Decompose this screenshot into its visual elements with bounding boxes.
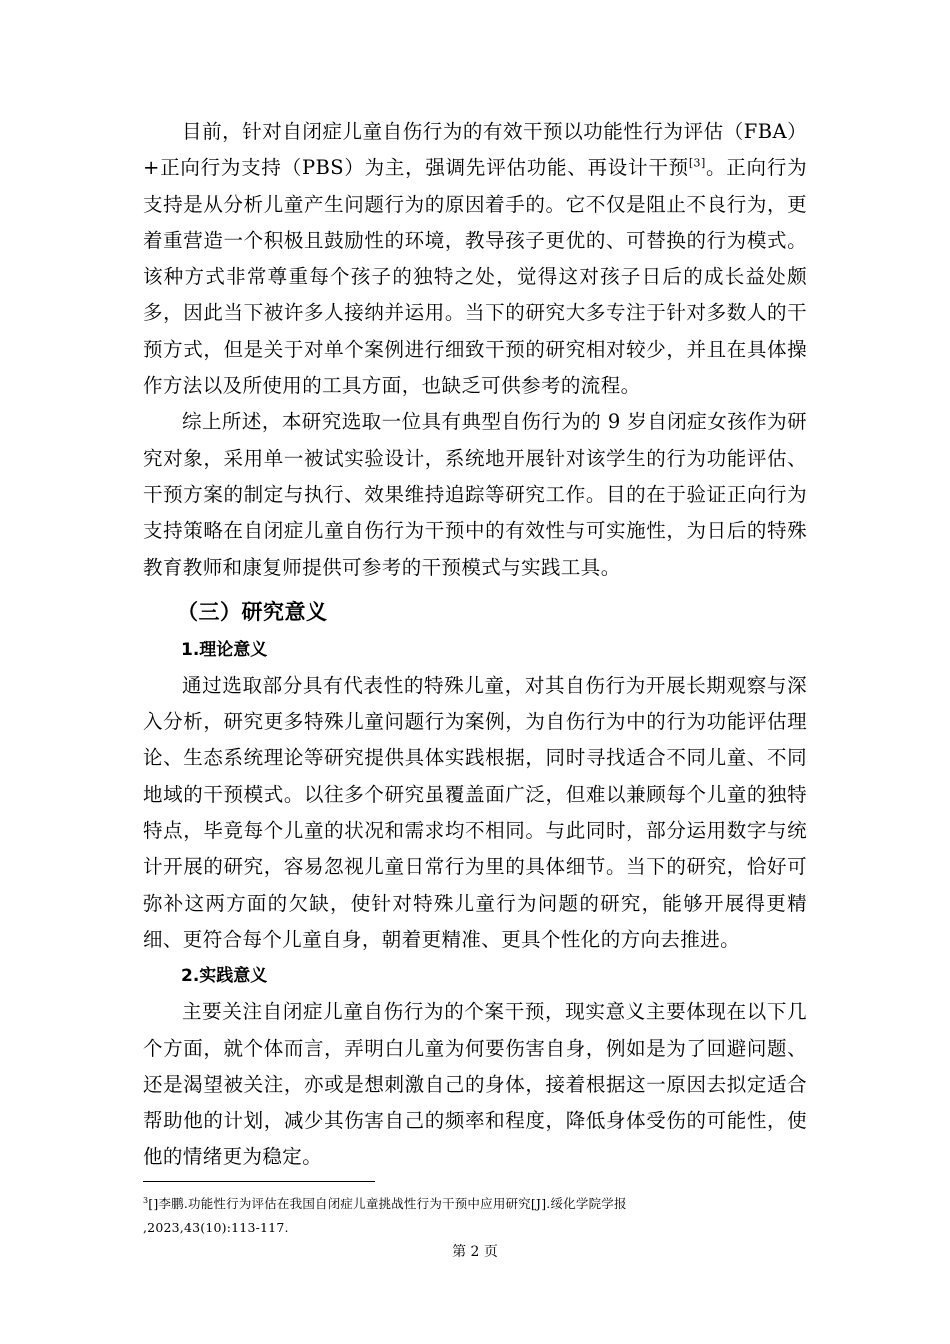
footnote-line [143, 1192, 807, 1216]
paragraph-text: 目前，针对自闭症儿童自伤行为的有效干预以功能性行为评估（FBA）+正向行为支持（PBS）为主，强调先评估功能、再设计干预 [143, 120, 807, 180]
paragraph-intervention-status [143, 114, 807, 404]
paragraph-theory: 通过选取部分具有代表性的特殊儿童，对其自伤行为开展长期观察与深入分析，研究更多特殊儿童问题行为案例，为自伤行为中的行为功能评估理论、生态系统理论等研究提供具体实践根据，同时寻找适合不同儿童、不同地域的干预模式。以往多个研究虽覆盖面广泛，但难以兼顾每个儿童的独特特点，毕竟每个儿童的状况和需求均不相同。与此同时，部分运用数字与统计开展的研究，容易忽视儿童日常行为里的具体细节。当下的研究，恰好可弥补这两方面的欠缺，使针对特殊儿童行为问题的研究，能够开展得更精细、更符合每个儿童自身，朝着更精准、更具个性化的方向去推进。 [143, 673, 807, 951]
paragraph-summary: 综上所述，本研究选取一位具有典型自伤行为的 9 岁自闭症女孩作为研究对象，采用单一被试实验设计，系统地开展针对该学生的行为功能评估、干预方案的制定与执行、效果维持追踪等研究工作。目的在于验证正向行为支持策略在自闭症儿童自伤行为干预中的有效性与可实施性，为日后的特殊教育教师和康复师提供可参考的干预模式与实践工具。 [143, 410, 807, 579]
subsection-heading-theory: 1.理论意义 [181, 639, 268, 660]
footnote-text: ,2023,43(10):113-117. [143, 1220, 289, 1235]
paragraph-practice: 主要关注自闭症儿童自伤行为的个案干预，现实意义主要体现在以下几个方面，就个体而言，弄明白儿童为何要伤害自身，例如是为了回避问题、还是渴望被关注，亦或是想刺激自己的身体，接着根据这一原因去拟定适合帮助他的计划，减少其伤害自己的频率和程度，降低身体受伤的可能性，使他的情绪更为稳定。 [143, 1000, 807, 1169]
footnote-line [143, 1216, 807, 1240]
footnote-text: []李鹏.功能性行为评估在我国自闭症儿童挑战性行为干预中应用研究[J].绥化学院学报 [148, 1196, 627, 1211]
page-body [143, 114, 807, 1176]
footnote-divider [143, 1181, 375, 1182]
citation-ref[interactable]: [3] [688, 156, 706, 170]
section-heading: （三）研究意义 [177, 599, 328, 624]
footnote [143, 1192, 807, 1240]
page-number: 第 2 页 [452, 1244, 498, 1260]
subsection-heading-practice: 2.实践意义 [181, 966, 268, 987]
footnote-marker: 3 [143, 1195, 149, 1205]
paragraph-text: 。正向行为支持是从分析儿童产生问题行为的原因着手的。它不仅是阻止不良行为，更着重营造一个积极且鼓励性的环境，教导孩子更优的、可替换的行为模式。该种方式非常尊重每个孩子的独特之处，觉得这对孩子日后的成长益处颇多，因此当下被许多人接纳并运用。当下的研究大多专注于针对多数人的干预方式，但是关于对单个案例进行细致干预的研究相对较少，并且在具体操作方法以及所使用的工具方面，也缺乏可供参考的流程。 [143, 156, 807, 398]
